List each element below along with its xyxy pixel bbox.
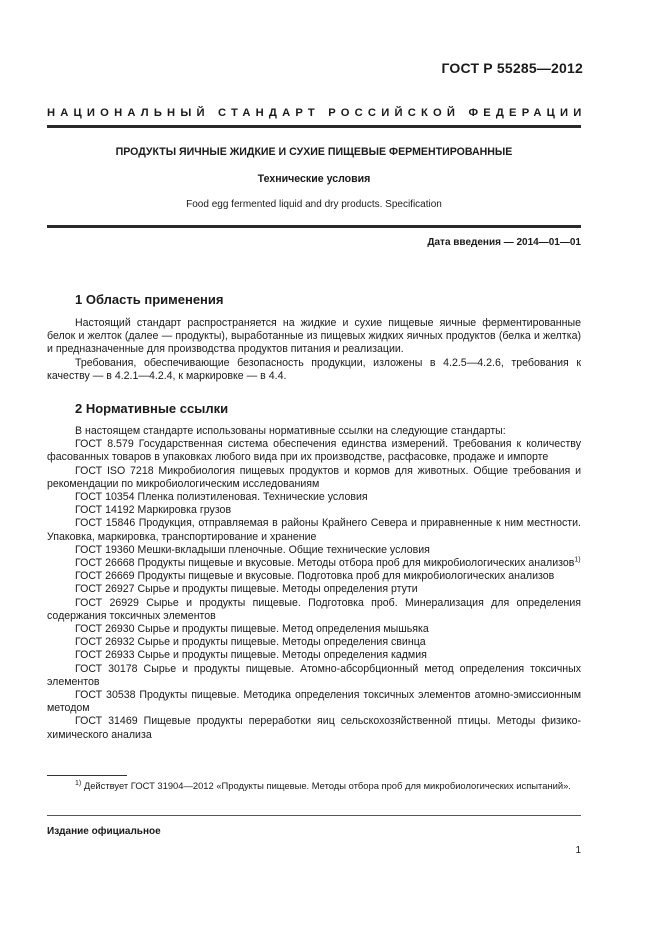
footer-rule: [47, 815, 581, 816]
footnote: [47, 780, 581, 793]
reference-item: ГОСТ 30538 Продукты пищевые. Методика определения токсичных элементов атомно-эмиссионным методом: [47, 689, 581, 715]
section-1-body: [47, 317, 581, 383]
reference-item: ГОСТ 26669 Продукты пищевые и вкусовые. Подготовка проб для микробиологических анализов: [75, 570, 555, 583]
effective-date: Дата введения — 2014—01—01: [427, 237, 581, 248]
reference-item: ГОСТ 30178 Сырье и продукты пищевые. Атомно-абсорбционный метод определения токсичных элементов: [47, 662, 581, 688]
section-2-intro: В настоящем стандарте использованы нормативные ссылки на следующие стандарты:: [75, 425, 506, 437]
top-rule: [47, 125, 581, 128]
reference-item: ГОСТ 15846 Продукция, отправляемая в районы Крайнего Севера и приравненные к ним местности. Упаковка, маркировка, транспортирование и хранение: [47, 517, 581, 543]
reference-item: ГОСТ 8.579 Государственная система обеспечения единства измерений. Требования к количеству фасованных товаров в упаковках любого вида при их производстве, расфасовке, продаже и импорте: [47, 438, 581, 464]
section-2-body: [47, 425, 581, 742]
reference-item: ГОСТ 26932 Сырье и продукты пищевые. Методы определения свинца: [75, 636, 426, 649]
reference-item: ГОСТ 26930 Сырье и продукты пищевые. Метод определения мышьяка: [75, 623, 429, 636]
reference-item: ГОСТ ISO 7218 Микробиология пищевых продуктов и кормов для животных. Общие требования и рекомендации по микробиологическим исследованиям: [47, 464, 581, 490]
reference-item: ГОСТ 26929 Сырье и продукты пищевые. Подготовка проб. Минерализация для определения содержания токсичных элементов: [47, 596, 581, 622]
section-1-heading: 1 Область применения: [75, 292, 224, 307]
english-title: Food egg fermented liquid and dry products. Specification: [186, 199, 442, 210]
title-bottom-rule: [47, 225, 581, 228]
reference-item: ГОСТ 14192 Маркировка грузов: [75, 504, 232, 517]
document-subtitle: Технические условия: [257, 173, 371, 185]
reference-item-with-footnote: [47, 557, 581, 570]
reference-item: ГОСТ 10354 Пленка полиэтиленовая. Технические условия: [75, 491, 368, 504]
document-code: ГОСТ Р 55285—2012: [441, 60, 583, 76]
section-2-heading: 2 Нормативные ссылки: [75, 401, 229, 416]
reference-text: ГОСТ 26668 Продукты пищевые и вкусовые. Методы отбора проб для микробиологических анализов: [75, 557, 575, 570]
page-number: 1: [575, 845, 581, 856]
section-1-paragraph: Требования, обеспечивающие безопасность продукции, изложены в 4.2.5—4.2.6, требования к качеству — в 4.2.1—4.2.4, к маркировке — в 4.4.: [47, 356, 581, 382]
footnote-mark[interactable]: 1): [574, 556, 581, 564]
reference-item: ГОСТ 26927 Сырье и продукты пищевые. Методы определения ртути: [75, 583, 418, 596]
footnote-mark: 1): [75, 779, 82, 787]
footnote-separator: [47, 775, 127, 776]
reference-item: ГОСТ 26933 Сырье и продукты пищевые. Методы определения кадмия: [75, 649, 427, 662]
footnote-text: Действует ГОСТ 31904—2012 «Продукты пищевые. Методы отбора проб для микробиологических испытаний».: [83, 780, 571, 791]
national-standard-banner: НАЦИОНАЛЬНЫЙ СТАНДАРТ РОССИЙСКОЙ ФЕДЕРАЦИИ: [47, 107, 587, 119]
section-1-paragraph: Настоящий стандарт распространяется на жидкие и сухие пищевые яичные ферментированные белок и желток (далее — продукты), выработанные из пищевых жидких яичных продуктов (белка и желтка) и предназначенные для производства продуктов питания и реализации.: [47, 317, 581, 356]
official-edition-label: Издание официальное: [47, 826, 161, 837]
reference-item: ГОСТ 31469 Пищевые продукты переработки яиц сельскохозяйственной птицы. Методы физико-химического анализа: [47, 715, 581, 741]
reference-item: ГОСТ 19360 Мешки-вкладыши пленочные. Общие технические условия: [75, 543, 430, 556]
document-title: ПРОДУКТЫ ЯИЧНЫЕ ЖИДКИЕ И СУХИЕ ПИЩЕВЫЕ ФЕРМЕНТИРОВАННЫЕ: [115, 146, 513, 158]
